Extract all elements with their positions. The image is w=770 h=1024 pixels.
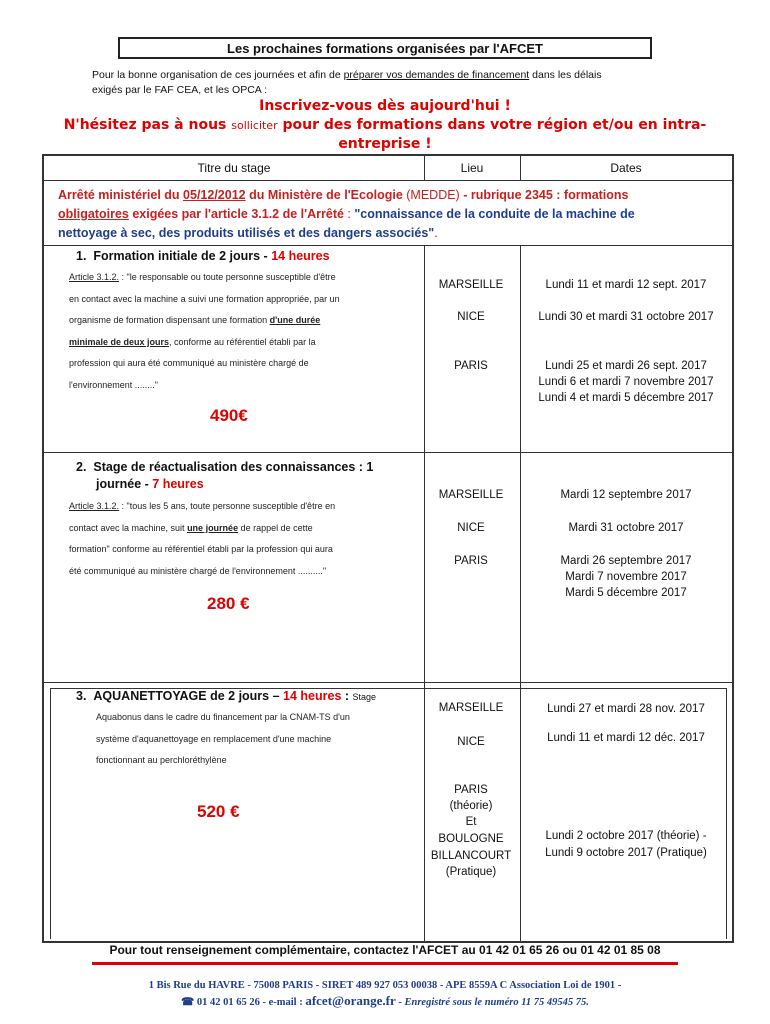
section3-hours: 14 heures	[283, 689, 342, 703]
section1-text-b: en contact avec la machine a suivi une formation appropriée, par un	[69, 293, 340, 304]
section1-text-e: minimale de deux jours	[69, 336, 170, 347]
header-dates: Dates	[610, 161, 642, 175]
section1-text-c: organisme de formation dispensant une formation	[69, 315, 270, 325]
section3-text-c: fonctionnant au perchloréthylène	[96, 755, 227, 765]
section1-text-g: profession qui aura été communiqué au ministère chargé de	[69, 358, 309, 368]
intro-text	[92, 68, 682, 98]
section3-date-1: Lundi 27 et mardi 28 nov. 2017	[547, 703, 705, 715]
footer-contact-line	[40, 993, 730, 1010]
section2-date-5: Mardi 5 décembre 2017	[565, 587, 687, 599]
arrete-p3: - rubrique 2345 : formations	[459, 188, 629, 202]
section2-price: 280 €	[207, 594, 250, 613]
section3-title	[76, 688, 376, 706]
section2-title-text: Stage de réactualisation des connaissances : 1	[93, 460, 374, 474]
section3-city-3: PARIS	[454, 784, 488, 796]
section1-city-2: NICE	[457, 311, 485, 323]
cta-line1: Inscrivez-vous dès aujourd'hui !	[259, 98, 511, 114]
section1-price: 490€	[210, 406, 248, 425]
section2-text-b1: contact avec la machine, suit	[69, 522, 188, 533]
section1-hours: 14 heures	[271, 249, 330, 263]
footer-registered: Enregistré sous le numéro 11 75 49545 75.	[404, 997, 589, 1008]
section1-text-h: l'environnement ........"	[69, 379, 158, 390]
section2-date-2: Mardi 31 octobre 2017	[568, 522, 684, 534]
arrete-oblig: obligatoires	[58, 207, 129, 221]
section2-date-1: Mardi 12 septembre 2017	[560, 489, 692, 501]
header-divider	[44, 180, 732, 181]
section2-city-1: MARSEILLE	[438, 489, 504, 501]
section3-price: 520 €	[197, 802, 240, 821]
section1-city-3: PARIS	[454, 360, 488, 372]
section2-city-2: NICE	[457, 522, 485, 534]
arrete-p1: Arrêté ministériel du	[58, 188, 184, 202]
intro-post: dans les délais	[529, 69, 602, 81]
arrete-divider	[44, 245, 732, 246]
section1-text-f: , conforme au référentiel établi par la	[169, 336, 316, 347]
cta-line3: entreprise !	[338, 136, 432, 152]
row2-divider	[44, 682, 732, 683]
intro-line2: exigés par le FAF CEA, et les OPCA :	[92, 84, 268, 96]
section2-article-ref: Article 3.1.2.	[69, 501, 120, 511]
section3-text-b: système d'aquanettoyage en remplacement d'une machine	[96, 733, 332, 744]
arrete-quote1: "connaissance de la conduite de la machine de	[354, 207, 635, 221]
section3-city-4: (théorie)	[449, 800, 493, 812]
phone-icon: ☎	[181, 997, 195, 1008]
section2-num: 2.	[76, 460, 87, 474]
arrete-colon: :	[347, 207, 355, 221]
section3-title-text: AQUANETTOYAGE de 2 jours –	[93, 689, 284, 703]
section3-colon: :	[341, 689, 353, 703]
section2-city-3: PARIS	[454, 555, 488, 567]
section1-date-4: Lundi 6 et mardi 7 novembre 2017	[538, 376, 714, 388]
section2-date-3: Mardi 26 septembre 2017	[560, 555, 692, 567]
footer-sep: -	[395, 997, 405, 1008]
section1-title-text: Formation initiale de 2 jours -	[93, 249, 272, 263]
section3-date-4: Lundi 9 octobre 2017 (Pratique)	[545, 847, 707, 859]
arrete-quote2: nettoyage à sec, des produits utilisés et des dangers associés"	[58, 226, 435, 240]
section1-date-2: Lundi 30 et mardi 31 octobre 2017	[538, 311, 714, 323]
section1-city-1: MARSEILLE	[438, 279, 504, 291]
header-title: Titre du stage	[197, 161, 271, 175]
section2-description	[69, 496, 419, 582]
section3-city-7: BILLANCOURT	[430, 850, 512, 862]
section3-date-2: Lundi 11 et mardi 12 déc. 2017	[547, 732, 705, 744]
section2-hours: 7 heures	[152, 477, 204, 491]
section2-text-c: formation" conforme au référentiel établi par la profession qui aura	[69, 544, 333, 554]
intro-link: préparer vos demandes de financement	[343, 69, 530, 81]
row3-inner-right	[726, 688, 727, 939]
section3-text-a: Aquabonus dans le cadre du financement par la CNAM-TS d'un	[96, 712, 350, 722]
page-title: Les prochaines formations organisées par l'AFCET	[118, 37, 652, 59]
footer-red-rule	[92, 962, 678, 965]
header-location: Lieu	[460, 161, 484, 175]
section2-text-a: : "tous les 5 ans, toute personne susceptible d'être en	[119, 501, 336, 511]
section3-num: 3.	[76, 689, 87, 703]
footer-address	[40, 978, 730, 1010]
section3-description	[96, 707, 416, 772]
col-divider-2a	[520, 156, 521, 180]
arrete-p4: exigées par l'article 3.1.2 de l'Arrêté	[128, 207, 348, 221]
section3-city-8: (Pratique)	[445, 866, 497, 878]
section1-text-d: d'une durée	[269, 315, 321, 325]
section2-text-b-u: une journée	[187, 522, 239, 533]
footer-contact: Pour tout renseignement complémentaire, contactez l'AFCET au 01 42 01 65 26 ou 01 42 01 85 08	[109, 943, 661, 957]
section2-title	[76, 459, 416, 493]
section1-date-1: Lundi 11 et mardi 12 sept. 2017	[545, 279, 707, 291]
footer-phone: 01 42 01 65 26 - e-mail :	[194, 997, 306, 1008]
row1-divider	[44, 452, 732, 453]
arrete-paragraph	[58, 186, 718, 243]
cta-line2c: pour des formations dans votre région et/ou en intra-	[277, 117, 707, 133]
section3-city-2: NICE	[457, 736, 485, 748]
footer-address-line: 1 Bis Rue du HAVRE - 75008 PARIS - SIRET 489 927 053 00038 - APE 8559A C Association Loi de 1901 -	[148, 980, 622, 991]
section1-text-a: : "le responsable ou toute personne susceptible d'être	[119, 272, 336, 282]
arrete-medde: (MEDDE)	[406, 188, 460, 202]
section1-num: 1.	[76, 249, 87, 263]
section3-stage: Stage	[352, 692, 377, 702]
section1-title	[76, 248, 330, 265]
cta-line2b: solliciter	[231, 119, 278, 132]
section3-city-1: MARSEILLE	[438, 702, 504, 714]
footer-email[interactable]: afcet@orange.fr	[305, 993, 396, 1008]
section3-city-6: BOULOGNE	[438, 833, 504, 845]
section3-date-3: Lundi 2 octobre 2017 (théorie) -	[545, 830, 707, 842]
section2-text-b2: de rappel de cette	[238, 522, 313, 533]
section1-description	[69, 267, 419, 396]
call-to-action	[40, 97, 730, 154]
cta-line2	[40, 116, 730, 135]
section2-date-4: Mardi 7 novembre 2017	[565, 571, 687, 583]
section1-article-ref: Article 3.1.2.	[69, 272, 120, 282]
arrete-p2: du Ministère de l'Ecologie	[245, 188, 407, 202]
section2-text-d: été communiqué au ministère chargé de l'environnement .........."	[69, 565, 327, 576]
row3-inner-left	[50, 688, 51, 939]
section1-date-5: Lundi 4 et mardi 5 décembre 2017	[538, 392, 714, 404]
cta-line2a: N'hésitez pas à nous	[63, 117, 232, 133]
arrete-dot: .	[434, 226, 438, 240]
intro-pre: Pour la bonne organisation de ces journées et afin de	[92, 69, 344, 81]
section3-city-5: Et	[465, 816, 477, 828]
section2-title2: journée -	[96, 477, 153, 491]
col-divider-1a	[424, 156, 425, 180]
section1-date-3: Lundi 25 et mardi 26 sept. 2017	[545, 360, 707, 372]
arrete-date: 05/12/2012	[183, 188, 246, 202]
